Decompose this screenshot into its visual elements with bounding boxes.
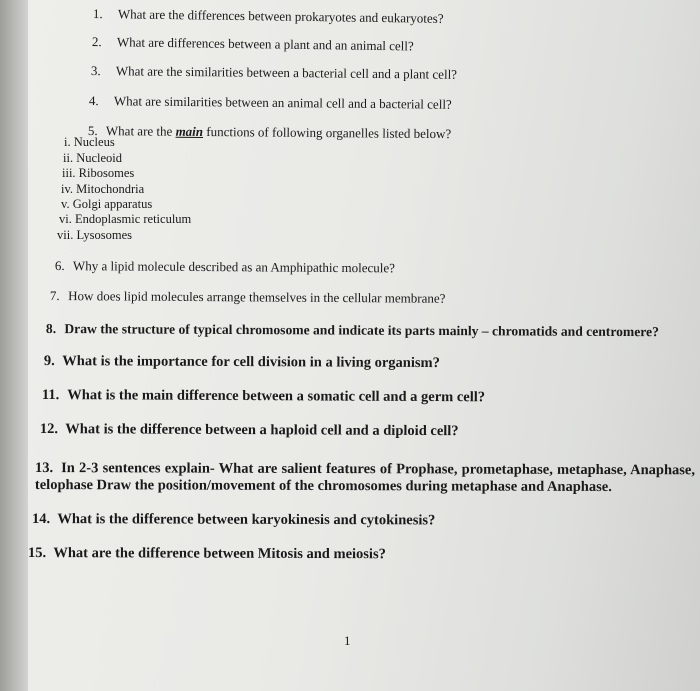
question-15	[28, 545, 386, 563]
list-item: ii. Nucleoid	[63, 151, 123, 165]
question-7	[50, 288, 446, 306]
question-number: 6.	[54, 258, 65, 274]
list-item: v. Golgi apparatus	[61, 197, 153, 211]
question-text: What are the similarities between a bacterial cell and a plant cell?	[115, 63, 458, 82]
question-text: What is the difference between a haploid cell and a diploid cell?	[65, 421, 459, 440]
question-number: 8.	[45, 321, 57, 337]
question-5	[88, 123, 451, 141]
question-text: Why a lipid molecule described as an Amphipathic molecule?	[72, 258, 396, 276]
question-number: 7.	[49, 288, 60, 304]
question-6	[55, 258, 395, 275]
question-text: How does lipid molecules arrange themselves in the cellular membrane?	[68, 288, 446, 306]
question-text: What are differences between a plant and an animal cell?	[116, 34, 414, 54]
question-number: 15.	[27, 545, 47, 562]
question-3	[91, 63, 457, 82]
question-text: What is the main difference between a somatic cell and a germ cell?	[67, 387, 486, 406]
question-text: In 2-3 sentences explain- What are salient features of Prophase, prometaphase, metaphase, Anaphase, telophase Draw the position/movement of the chromosomes during metaphase and Anaphase.	[34, 460, 696, 496]
question-number: 2.	[91, 34, 102, 50]
list-item: vi. Endoplasmic reticulum	[59, 212, 192, 226]
question-number: 12.	[39, 421, 59, 438]
question-number: 4.	[88, 93, 99, 109]
question-number: 13.	[34, 460, 54, 477]
question-number: 11.	[41, 387, 60, 404]
question-text: What are the difference between Mitosis and meiosis?	[53, 545, 386, 563]
question-number: 5.	[87, 123, 98, 139]
question-number: 3.	[90, 63, 101, 79]
question-text: What are the	[105, 123, 173, 139]
question-14	[32, 511, 435, 529]
question-9	[44, 353, 440, 372]
question-11	[42, 387, 485, 406]
question-number: 14.	[31, 511, 51, 528]
question-text: What are similarities between an animal cell and a bacterial cell?	[113, 93, 452, 112]
question-text: functions of following organelles listed below?	[206, 124, 452, 142]
list-item: iii. Ribosomes	[62, 166, 135, 180]
question-number: 9.	[43, 353, 55, 370]
list-item: vii. Lysosomes	[57, 228, 133, 242]
question-text: What are the differences between prokaryotes and eukaryotes?	[117, 6, 444, 26]
question-text: Draw the structure of typical chromosome and indicate its parts mainly – chromatids and centromere?	[64, 321, 659, 340]
question-8	[46, 320, 659, 340]
question-text: What is the importance for cell division in a living organism?	[62, 353, 440, 372]
page-number: 1	[344, 633, 351, 648]
question-text: What is the difference between karyokinesis and cytokinesis?	[57, 511, 436, 529]
question-13	[35, 460, 695, 496]
list-item: i. Nucleus	[64, 135, 115, 149]
question-number: 1.	[92, 6, 103, 22]
list-item: iv. Mitochondria	[61, 182, 145, 196]
question-4	[89, 93, 452, 112]
question-12	[40, 421, 459, 440]
question-2	[92, 34, 414, 53]
question-emphasis: main	[175, 123, 204, 140]
question-1	[93, 6, 444, 26]
